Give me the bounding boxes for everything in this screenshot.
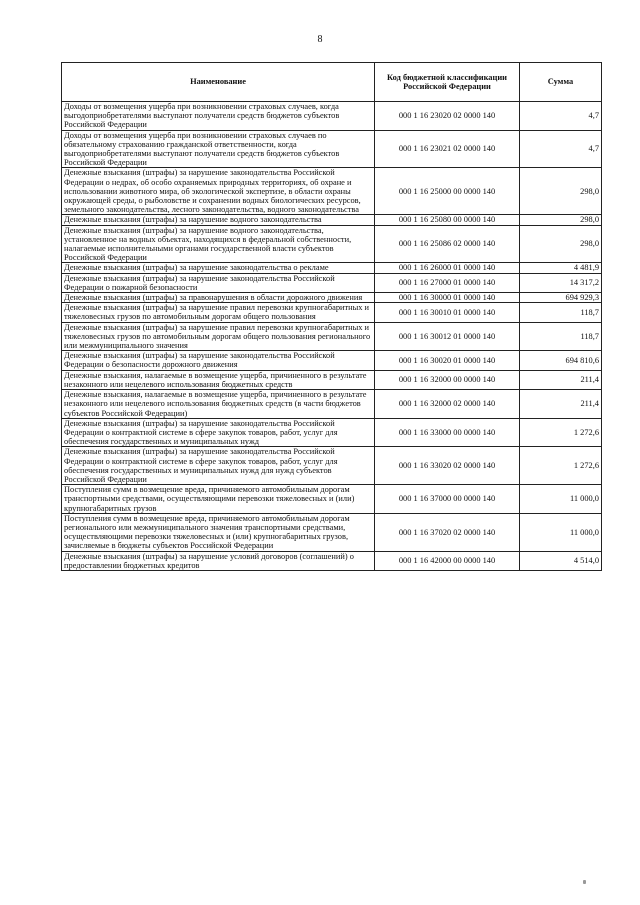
table-row xyxy=(62,215,602,225)
scan-artifact xyxy=(583,880,586,884)
row-sum: 14 317,2 xyxy=(520,273,602,292)
row-sum: 1 272,6 xyxy=(520,418,602,447)
row-code: 000 1 16 30012 01 0000 140 xyxy=(375,322,520,351)
row-sum: 4,7 xyxy=(520,102,602,131)
table-row xyxy=(62,303,602,322)
row-name: Денежные взыскания (штрафы) за нарушение законодательства Российской Федерации о недрах, об особо охраняемых природных территориях, об охране и использовании животного мира, об экологической экспертизе, в области охраны окружающей среды, о рыболовстве и сохранении водных биологических ресурсов, земельного законодательства, лесного законодательства, водного законодательства xyxy=(62,168,375,215)
row-code: 000 1 16 30020 01 0000 140 xyxy=(375,351,520,370)
row-name: Поступления сумм в возмещение вреда, причиняемого автомобильным дорогам регионального или межмуниципального значения транспортными средствами, осуществляющими перевозки тяжеловесных и (или) крупногабаритных грузов, зачисляемые в бюджеты субъектов Российской Федерации xyxy=(62,513,375,551)
table-row xyxy=(62,390,602,419)
row-sum: 298,0 xyxy=(520,225,602,263)
table-row xyxy=(62,447,602,485)
row-sum: 4 514,0 xyxy=(520,551,602,570)
table-row xyxy=(62,293,602,303)
row-code: 000 1 16 33000 00 0000 140 xyxy=(375,418,520,447)
row-code: 000 1 16 25080 00 0000 140 xyxy=(375,215,520,225)
table-row xyxy=(62,273,602,292)
row-code: 000 1 16 25000 00 0000 140 xyxy=(375,168,520,215)
table-row xyxy=(62,322,602,351)
row-sum: 118,7 xyxy=(520,322,602,351)
row-code: 000 1 16 26000 01 0000 140 xyxy=(375,263,520,273)
row-sum: 694 810,6 xyxy=(520,351,602,370)
row-sum: 118,7 xyxy=(520,303,602,322)
row-code: 000 1 16 23020 02 0000 140 xyxy=(375,102,520,131)
row-name: Денежные взыскания (штрафы) за нарушение законодательства Российской Федерации о пожарной безопасности xyxy=(62,273,375,292)
row-code: 000 1 16 33020 02 0000 140 xyxy=(375,447,520,485)
table-row xyxy=(62,102,602,131)
row-name: Денежные взыскания, налагаемые в возмещение ущерба, причиненного в результате незаконного или нецелевого использования бюджетных средств (в части бюджетов субъектов Российской Федерации) xyxy=(62,390,375,419)
row-name: Доходы от возмещения ущерба при возникновении страховых случаев по обязательному страхованию гражданской ответственности, когда выгодоприобретателями выступают получатели средств бюджетов субъектов Российской Федерации xyxy=(62,130,375,168)
row-name: Поступления сумм в возмещение вреда, причиняемого автомобильным дорогам транспортными средствами, осуществляющими перевозки тяжеловесных и (или) крупногабаритных грузов xyxy=(62,485,375,514)
row-name: Денежные взыскания (штрафы) за нарушение водного законодательства xyxy=(62,215,375,225)
row-code: 000 1 16 37000 00 0000 140 xyxy=(375,485,520,514)
row-sum: 11 000,0 xyxy=(520,485,602,514)
row-code: 000 1 16 30010 01 0000 140 xyxy=(375,303,520,322)
row-name: Денежные взыскания (штрафы) за правонарушения в области дорожного движения xyxy=(62,293,375,303)
table-row xyxy=(62,513,602,551)
table-row xyxy=(62,225,602,263)
table-row xyxy=(62,370,602,389)
row-code: 000 1 16 37020 02 0000 140 xyxy=(375,513,520,551)
row-code: 000 1 16 23021 02 0000 140 xyxy=(375,130,520,168)
row-sum: 211,4 xyxy=(520,370,602,389)
table-header-row xyxy=(62,63,602,102)
row-sum: 1 272,6 xyxy=(520,447,602,485)
table-row xyxy=(62,263,602,273)
row-code: 000 1 16 32000 02 0000 140 xyxy=(375,390,520,419)
row-code: 000 1 16 30000 01 0000 140 xyxy=(375,293,520,303)
row-sum: 4,7 xyxy=(520,130,602,168)
row-name: Денежные взыскания (штрафы) за нарушение законодательства о рекламе xyxy=(62,263,375,273)
header-sum: Сумма xyxy=(520,63,602,102)
row-name: Денежные взыскания, налагаемые в возмещение ущерба, причиненного в результате незаконного или нецелевого использования бюджетных средств xyxy=(62,370,375,389)
table-row xyxy=(62,485,602,514)
row-sum: 298,0 xyxy=(520,215,602,225)
row-name: Денежные взыскания (штрафы) за нарушение законодательства Российской Федерации о контрактной системе в сфере закупок товаров, работ, услуг для обеспечения государственных и муниципальных нужд xyxy=(62,418,375,447)
row-name: Денежные взыскания (штрафы) за нарушение правил перевозки крупногабаритных и тяжеловесных грузов по автомобильным дорогам общего пользования регионального или межмуниципального значения xyxy=(62,322,375,351)
header-code: Код бюджетной классификации Российской Федерации xyxy=(375,63,520,102)
row-code: 000 1 16 32000 00 0000 140 xyxy=(375,370,520,389)
budget-revenue-table xyxy=(61,62,602,571)
row-name: Денежные взыскания (штрафы) за нарушение водного законодательства, установленное на водных объектах, находящихся в федеральной собственности, налагаемые исполнительными органами государственной власти субъектов Российской Федерации xyxy=(62,225,375,263)
table-row xyxy=(62,130,602,168)
row-name: Денежные взыскания (штрафы) за нарушение законодательства Российской Федерации о безопасности дорожного движения xyxy=(62,351,375,370)
table-row xyxy=(62,551,602,570)
row-sum: 298,0 xyxy=(520,168,602,215)
row-sum: 694 929,3 xyxy=(520,293,602,303)
row-sum: 211,4 xyxy=(520,390,602,419)
page-number: 8 xyxy=(317,34,323,45)
row-name: Денежные взыскания (штрафы) за нарушение правил перевозки крупногабаритных и тяжеловесных грузов по автомобильным дорогам общего пользования xyxy=(62,303,375,322)
row-name: Денежные взыскания (штрафы) за нарушение условий договоров (соглашений) о предоставлении бюджетных кредитов xyxy=(62,551,375,570)
row-code: 000 1 16 42000 00 0000 140 xyxy=(375,551,520,570)
row-name: Денежные взыскания (штрафы) за нарушение законодательства Российской Федерации о контрактной системе в сфере закупок товаров, работ, услуг для обеспечения государственных и муниципальных нужд для нужд субъектов Российской Федерации xyxy=(62,447,375,485)
table-row xyxy=(62,168,602,215)
header-name: Наименование xyxy=(62,63,375,102)
row-sum: 4 481,9 xyxy=(520,263,602,273)
table-row xyxy=(62,418,602,447)
row-code: 000 1 16 27000 01 0000 140 xyxy=(375,273,520,292)
table-row xyxy=(62,351,602,370)
row-code: 000 1 16 25086 02 0000 140 xyxy=(375,225,520,263)
row-name: Доходы от возмещения ущерба при возникновении страховых случаев, когда выгодоприобретателями выступают получатели средств бюджетов субъектов Российской Федерации xyxy=(62,102,375,131)
row-sum: 11 000,0 xyxy=(520,513,602,551)
